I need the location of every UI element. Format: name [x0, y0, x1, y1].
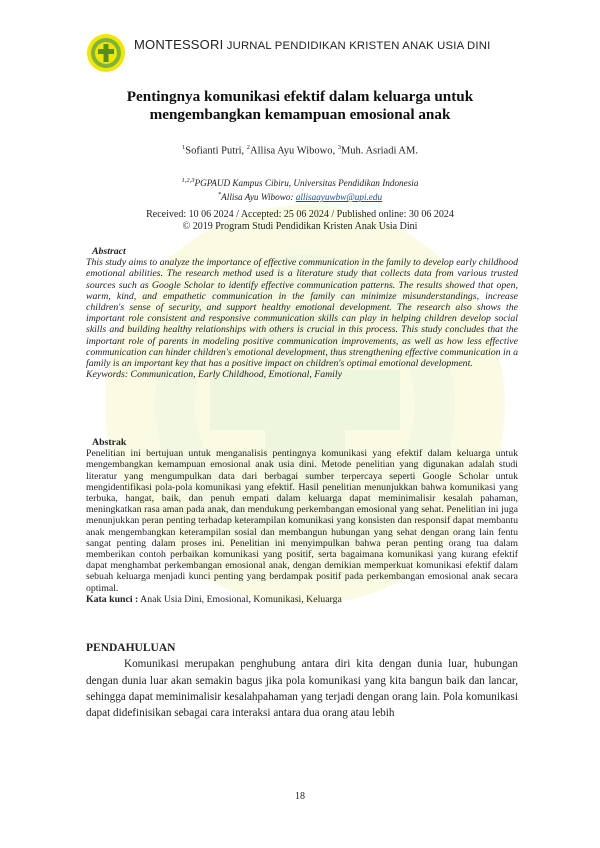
page-number: 18 [295, 791, 305, 802]
affiliation-sup: 1,2,3 [181, 177, 195, 184]
abstract-indonesian [86, 437, 518, 605]
keywords-label: Keywords: [86, 369, 129, 381]
kata-kunci-label: Kata kunci : [86, 593, 139, 605]
introduction-section [86, 640, 518, 721]
author-1: Sofianti Putri, [185, 145, 245, 157]
kata-kunci [86, 594, 518, 605]
abstract-english [86, 246, 518, 380]
journal-name-main: MONTESSORI [134, 37, 224, 52]
abstrak-heading: Abstrak [92, 437, 127, 448]
copyright-line: © 2019 Program Studi Pendidikan Kristen Anak Usia Dini [182, 220, 418, 232]
journal-name [134, 37, 490, 52]
abstrak-text: Penelitian ini bertujuan untuk menganalisis pentingnya komunikasi yang efektif dalam keluarga untuk mengembangkan kemampuan emosional anak usia dini. Metode penelitian yang digunakan adalah studi literatur yang mengumpulkan data dari berbagai sumber terpercaya seperti Google Scholar untuk mengidentifikasi pola-pola komunikasi yang efektif. Hasil penelitian menunjukkan bahwa komunikasi yang terbuka, hangat, baik, dan penuh empati dalam keluarga dapat meminimalisir kesalah pahaman, meningkatkan rasa aman pada anak, dan mendukung perkembangan emosional yang sehat. Penelitian ini juga menunjukkan peran penting terhadap keterampilan komunikasi yang konsisten dan responsif dapat membantu anak mengembangkan keterampilan sosial dan membangun hubungan yang sehat dengan orang lain fentu sangat penting dalam proses ini. Penelitian ini menyimpulkan bahwa peran penting orang tua dalam memberikan contoh perbaikan komunikasi yang positif, serta bagaimana komunikasi yang kurang efektif dapat menghambat perkembangan emosional anak, dengan demikian memperkuat komunikasi efektif dalam sebuah keluarga menjadi kunci penting yang berdampak positif pada perkembangan emosional anak secara optimal. [86, 448, 518, 594]
article-title [60, 88, 540, 124]
affiliation-institution: PGPAUD Kampus Cibiru, Universitas Pendidikan Indonesia [194, 178, 419, 189]
journal-name-sub: JURNAL PENDIDIKAN KRISTEN ANAK USIA DINI [223, 40, 491, 52]
author-2: Allisa Ayu Wibowo, [250, 145, 336, 157]
email-label: Allisa Ayu Wibowo: [221, 192, 296, 203]
author-3-sup: 3 [337, 144, 341, 151]
keywords-values: Communication, Early Childhood, Emotional, Family [128, 369, 342, 381]
publication-dates [40, 209, 560, 232]
author-2-sup: 2 [246, 144, 251, 151]
abstract-text: This study aims to analyze the importance of effective communication in the family to develop early childhood emotional abilities. The research method used is a literature study that collects data from various trusted sources such as Google Scholar to identify effective communication patterns. The results showed that open, warm, kind, and empathetic communication in the family can minimize misunderstandings, increase children's sense of security, and support healthy emotional development. The research also shows the important role consistent and responsive communication skills can play in helping children develop social skills and building healthy relationships with others is crucial in this process. This study concludes that the important role of parents in modeling positive communication improvements, as well as how less effective communication can hinder children's emotional development, thus strengthening effective communication in a family is an important key that has a positive impact on children's optimal emotional development. [86, 257, 518, 370]
abstract-heading: Abstract [92, 246, 126, 257]
keywords [86, 369, 518, 380]
journal-logo [86, 33, 126, 73]
dates-line: Received: 10 06 2024 / Accepted: 25 06 2024 / Published online: 30 06 2024 [146, 209, 454, 220]
affiliation [40, 175, 560, 203]
author-list [40, 142, 560, 158]
email-link[interactable]: allisaayuwbw@upi.edu [295, 192, 383, 203]
journal-header [86, 30, 566, 80]
author-3: Muh. Asriadi AM. [340, 145, 418, 157]
article-title-line-2: mengembangkan kemampuan emosional anak [149, 106, 451, 123]
kata-kunci-values: Anak Usia Dini, Emosional, Komunikasi, Keluarga [138, 593, 342, 605]
article-title-line-1: Pentingnya komunikasi efektif dalam keluarga untuk [126, 88, 474, 105]
email-sup: * [217, 191, 222, 199]
author-1-sup: 1 [182, 144, 186, 151]
introduction-paragraph: Komunikasi merupakan penghubung antara diri kita dengan dunia luar, hubungan dengan dunia luar akan semakin bagus jika pola komunikasi yang kita bangun baik dan lancar, sehingga dapat meminimalisir kesalahpahaman yang terjadi dengan orang lain. Pola komunikasi dapat didefinisikan sebagai cara interaksi antara dua orang atau lebih [86, 658, 518, 720]
introduction-heading: PENDAHULUAN [86, 642, 176, 654]
